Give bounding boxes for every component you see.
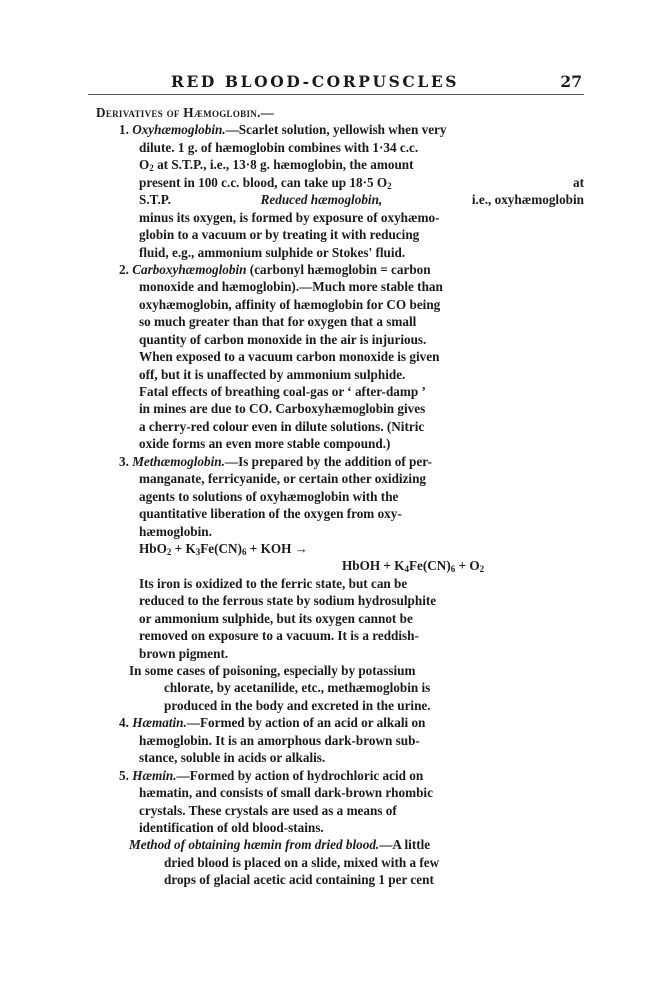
poisoning-line: produced in the body and excreted in the urine. xyxy=(164,697,431,713)
item-2-line: so much greater than that for oxygen that a small xyxy=(139,314,417,330)
item-3-line: brown pigment. xyxy=(139,645,229,661)
item-1-line: fluid, e.g., ammonium sulphide or Stokes' fluid. xyxy=(139,244,406,260)
item-1-line: 1. Oxyhæmoglobin.—Scarlet solution, yellowish when very xyxy=(119,122,447,138)
item-3-line: agents to solutions of oxyhæmoglobin with the xyxy=(139,488,399,504)
item-1-line: minus its oxygen, is formed by exposure of oxyhæmo- xyxy=(139,209,440,225)
equation-line-2: HbOH + $K_4Fe(CN)_6 + O_2$ xyxy=(342,558,485,575)
item-5-line: crystals. These crystals are used as a means of xyxy=(139,802,397,818)
item-2-line: monoxide and hæmoglobin).—Much more stable than xyxy=(139,279,443,295)
page-header xyxy=(96,72,582,94)
method-line: Method of obtaining hæmin from dried blood.—A little xyxy=(129,837,431,853)
item-number: 2. xyxy=(119,261,129,277)
item-4-line: hæmoglobin. It is an amorphous dark-brown sub- xyxy=(139,732,420,748)
item-5-line: 5. Hæmin.—Formed by action of hydrochloric acid on xyxy=(119,767,424,783)
item-5-line: hæmatin, and consists of small dark-brown rhombic xyxy=(139,785,433,801)
item-term: Methæmoglobin. xyxy=(132,453,225,469)
item-2-line: oxyhæmoglobin, affinity of hæmoglobin for CO being xyxy=(139,296,441,312)
item-4-line: 4. Hæmatin.—Formed by action of an acid or alkali on xyxy=(119,715,426,731)
item-number: 1. xyxy=(119,122,129,138)
item-3-line: removed on exposure to a vacuum. It is a reddish- xyxy=(139,628,419,644)
method-term: Method of obtaining hæmin from dried blood. xyxy=(129,837,380,853)
method-line: dried blood is placed on a slide, mixed with a few xyxy=(164,854,440,870)
item-term: Hæmatin. xyxy=(132,715,187,731)
item-2-line: When exposed to a vacuum carbon monoxide is given xyxy=(139,349,440,365)
item-term: Oxyhæmoglobin. xyxy=(132,122,226,138)
item-2-line: 2. Carboxyhæmoglobin (carbonyl hæmoglobin = carbon xyxy=(119,261,431,277)
poisoning-line: In some cases of poisoning, especially by potassium xyxy=(129,663,416,678)
item-number: 5. xyxy=(119,767,129,783)
item-2-line: Fatal effects of breathing coal-gas or ‘ after-damp ’ xyxy=(139,384,426,399)
poisoning-line: chlorate, by acetanilide, etc., methæmoglobin is xyxy=(164,680,431,696)
item-3-line: quantitative liberation of the oxygen from oxy- xyxy=(139,506,402,522)
item-2-line: off, but it is unaffected by ammonium sulphide. xyxy=(139,366,406,382)
item-number: 3. xyxy=(119,453,129,469)
item-3-line: manganate, ferricyanide, or certain other oxidizing xyxy=(139,471,427,487)
item-1-line: dilute. 1 g. of hæmoglobin combines with 1·34 c.c. xyxy=(139,139,419,155)
item-3-line: hæmoglobin. xyxy=(139,523,212,539)
item-4-line: stance, soluble in acids or alkalis. xyxy=(139,750,326,766)
item-5-line: identification of old blood-stains. xyxy=(139,819,324,835)
item-3-line: or ammonium sulphide, but its oxygen cannot be xyxy=(139,610,413,626)
method-line: drops of glacial acetic acid containing 1 per cent xyxy=(164,872,434,888)
item-2-line: in mines are due to CO. Carboxyhæmoglobin gives xyxy=(139,401,426,417)
running-title: RED BLOOD-CORPUSCLES xyxy=(171,72,460,91)
section-heading: Derivatives of Hæmoglobin.— xyxy=(96,105,275,120)
item-1-line: S.T.P. Reduced hæmoglobin, i.e., oxyhæmoglobin xyxy=(139,192,584,208)
item-2-line: a cherry-red colour even in dilute solutions. (Nitric xyxy=(139,418,425,434)
item-number: 4. xyxy=(119,715,129,731)
item-2-line: oxide forms an even more stable compound.) xyxy=(139,436,391,452)
item-3-line: reduced to the ferrous state by sodium hydrosulphite xyxy=(139,593,437,609)
item-term: Carboxyhæmoglobin xyxy=(132,261,247,277)
equation-line-1: $HbO_2 + K_3Fe(CN)_6$ + KOH → xyxy=(139,540,308,557)
item-term: Hæmin. xyxy=(132,767,177,783)
item-1-line: globin to a vacuum or by treating it with reducing xyxy=(139,227,420,243)
item-1-line: present in 100 c.c. blood, can take up 18·5 $O_2$ at xyxy=(139,174,584,191)
item-2-line: quantity of carbon monoxide in the air is injurious. xyxy=(139,331,427,347)
item-3-line: 3. Methæmoglobin.—Is prepared by the addition of per- xyxy=(119,453,433,469)
item-3-line: Its iron is oxidized to the ferric state, but can be xyxy=(139,575,408,591)
body-text xyxy=(96,104,584,889)
header-rule xyxy=(88,94,584,95)
item-1-line: $O_2$ at S.T.P., i.e., 13·8 g. hæmoglobin, the amount xyxy=(139,157,414,174)
page-number: 27 xyxy=(560,72,582,91)
